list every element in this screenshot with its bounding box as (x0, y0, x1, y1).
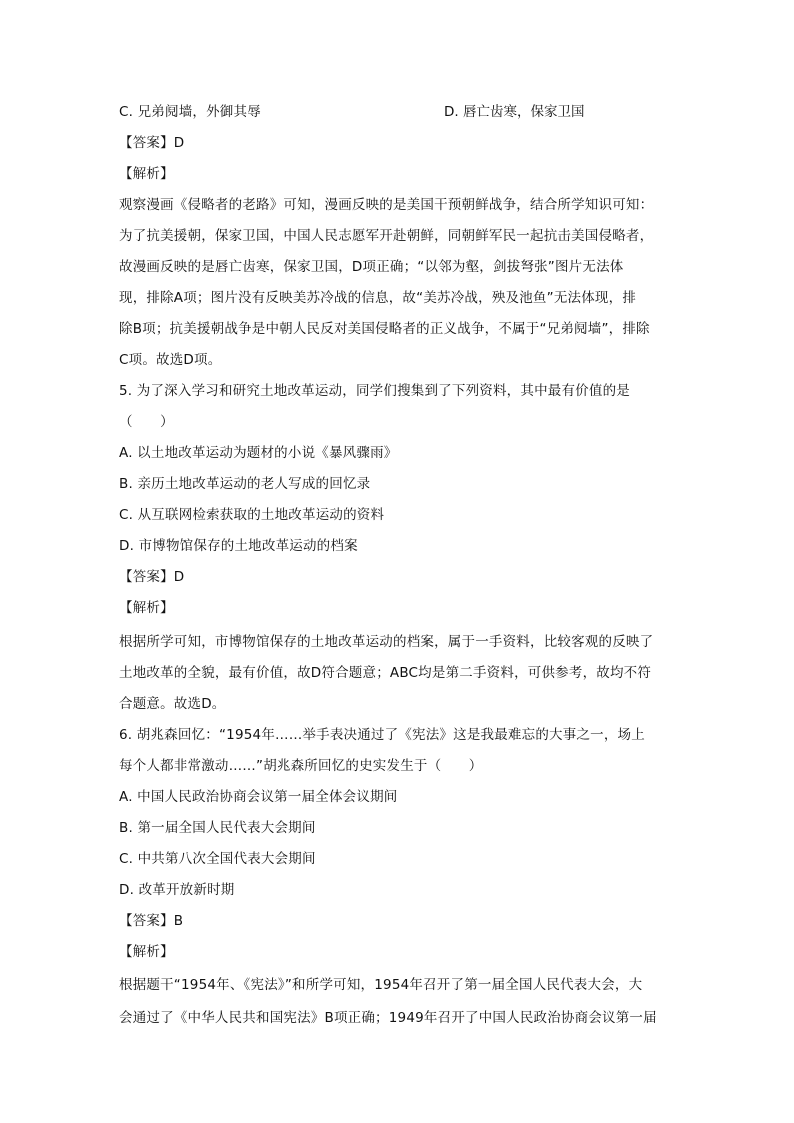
q5-analysis-line: 合题意。故选D。 (119, 696, 226, 712)
q4-analysis-line: 为了抗美援朝，保家卫国，中国人民志愿军开赴朝鲜，同朝鲜军民一起抗击美国侵略者， (119, 228, 654, 244)
q6-option-a: A. 中国人民政治协商会议第一届全体会议期间 (119, 789, 398, 805)
q4-analysis-line: C项。故选D项。 (119, 352, 222, 368)
q5-analysis-line: 土地改革的全貌，最有价值，故D符合题意；ABC均是第二手资料，可供参考，故均不符 (119, 665, 652, 681)
q6-stem: 6. 胡兆森回忆：“1954年……举手表决通过了《宪法》这是我最难忘的大事之一，场上 (119, 727, 645, 743)
q5-stem: （ ） (119, 414, 174, 430)
q4-analysis-line: 观察漫画《侵略者的老路》可知，漫画反映的是美国干预朝鲜战争，结合所学知识可知： (119, 197, 654, 213)
q5-stem: 5. 为了深入学习和研究土地改革运动，同学们搜集到了下列资料，其中最有价值的是 (119, 383, 630, 399)
q5-option-b: B. 亲历土地改革运动的老人写成的回忆录 (119, 476, 371, 492)
q6-option-b: B. 第一届全国人民代表大会期间 (119, 820, 316, 836)
q5-option-c: C. 从互联网检索获取的土地改革运动的资料 (119, 507, 385, 523)
q4-analysis-line: 现，排除A项；图片没有反映美苏冷战的信息，故“美苏冷战，殃及池鱼”无法体现，排 (119, 290, 637, 306)
q4-answer: 【答案】D (119, 135, 185, 151)
q5-analysis-label: 【解析】 (119, 600, 174, 616)
q4-analysis-label: 【解析】 (119, 166, 174, 182)
q5-option-a: A. 以土地改革运动为题材的小说《暴风骤雨》 (119, 445, 398, 461)
q4-option-c: C. 兄弟阋墙，外御其辱 (119, 104, 261, 120)
q6-option-d: D. 改革开放新时期 (119, 882, 235, 898)
q6-analysis-label: 【解析】 (119, 944, 174, 960)
q5-analysis-line: 根据所学可知，市博物馆保存的土地改革运动的档案，属于一手资料，比较客观的反映了 (119, 634, 654, 650)
q4-option-d: D. 唇亡齿寒，保家卫国 (444, 104, 585, 120)
q6-analysis-line: 会通过了《中华人民共和国宪法》B项正确；1949年召开了中国人民政治协商会议第一届 (119, 1010, 657, 1026)
q6-stem: 每个人都非常激动……”胡兆森所回忆的史实发生于（ ） (119, 758, 483, 774)
q5-answer: 【答案】D (119, 569, 185, 585)
q6-analysis-line: 根据题干“1954年、《宪法》”和所学可知，1954年召开了第一届全国人民代表大会，大 (119, 977, 643, 993)
q5-option-d: D. 市博物馆保存的土地改革运动的档案 (119, 538, 358, 554)
q6-answer: 【答案】B (119, 913, 184, 929)
q4-analysis-line: 除B项；抗美援朝战争是中朝人民反对美国侵略者的正义战争，不属于“兄弟阋墙”，排除 (119, 321, 650, 337)
q4-analysis-line: 故漫画反映的是唇亡齿寒，保家卫国，D项正确；“以邻为壑，剑拔弩张”图片无法体 (119, 259, 624, 275)
q6-option-c: C. 中共第八次全国代表大会期间 (119, 851, 316, 867)
